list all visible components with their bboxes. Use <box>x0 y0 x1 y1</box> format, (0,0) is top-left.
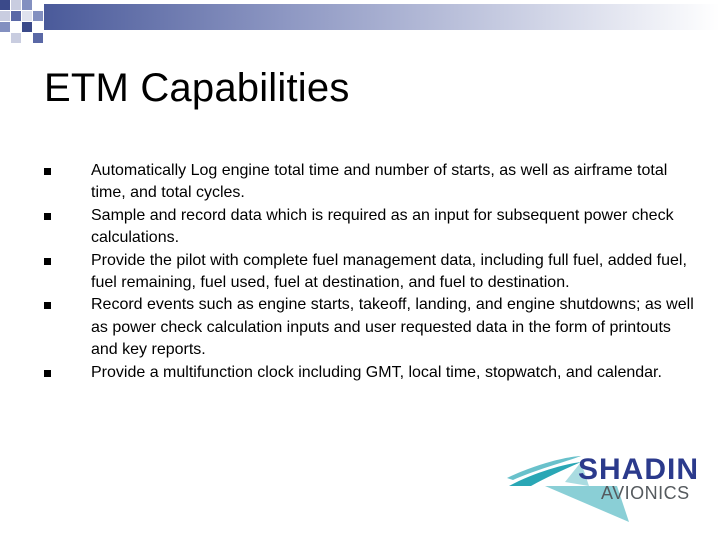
bullet-item <box>44 160 694 205</box>
bullet-item <box>44 294 694 361</box>
square-bullet-icon <box>44 258 51 265</box>
logo-tagline: AVIONICS <box>601 483 690 503</box>
bullet-item <box>44 250 694 295</box>
square-bullet-icon <box>44 213 51 220</box>
slide-title: ETM Capabilities <box>44 66 350 110</box>
bullet-item <box>44 362 694 384</box>
bullet-text: Record events such as engine starts, takeoff, landing, and engine shutdowns; as well as power check calculation inputs and user requested data in the form of printouts and key reports. <box>91 296 694 359</box>
bullet-text: Provide a multifunction clock including GMT, local time, stopwatch, and calendar. <box>91 363 662 381</box>
header-gradient-band <box>44 4 720 30</box>
square-bullet-icon <box>44 370 51 377</box>
bullet-item <box>44 205 694 250</box>
bullet-text: Automatically Log engine total time and number of starts, as well as airframe total time, and total cycles. <box>91 162 668 202</box>
bullet-text: Provide the pilot with complete fuel management data, including full fuel, added fuel, fuel remaining, fuel used, fuel at destination, and fuel to destination. <box>91 251 687 292</box>
bullet-text: Sample and record data which is required as an input for subsequent power check calculations. <box>91 206 674 247</box>
square-bullet-icon <box>44 168 51 175</box>
logo-wordmark: SHADIN <box>578 453 700 486</box>
bullet-list <box>44 160 694 384</box>
square-bullet-icon <box>44 302 51 309</box>
